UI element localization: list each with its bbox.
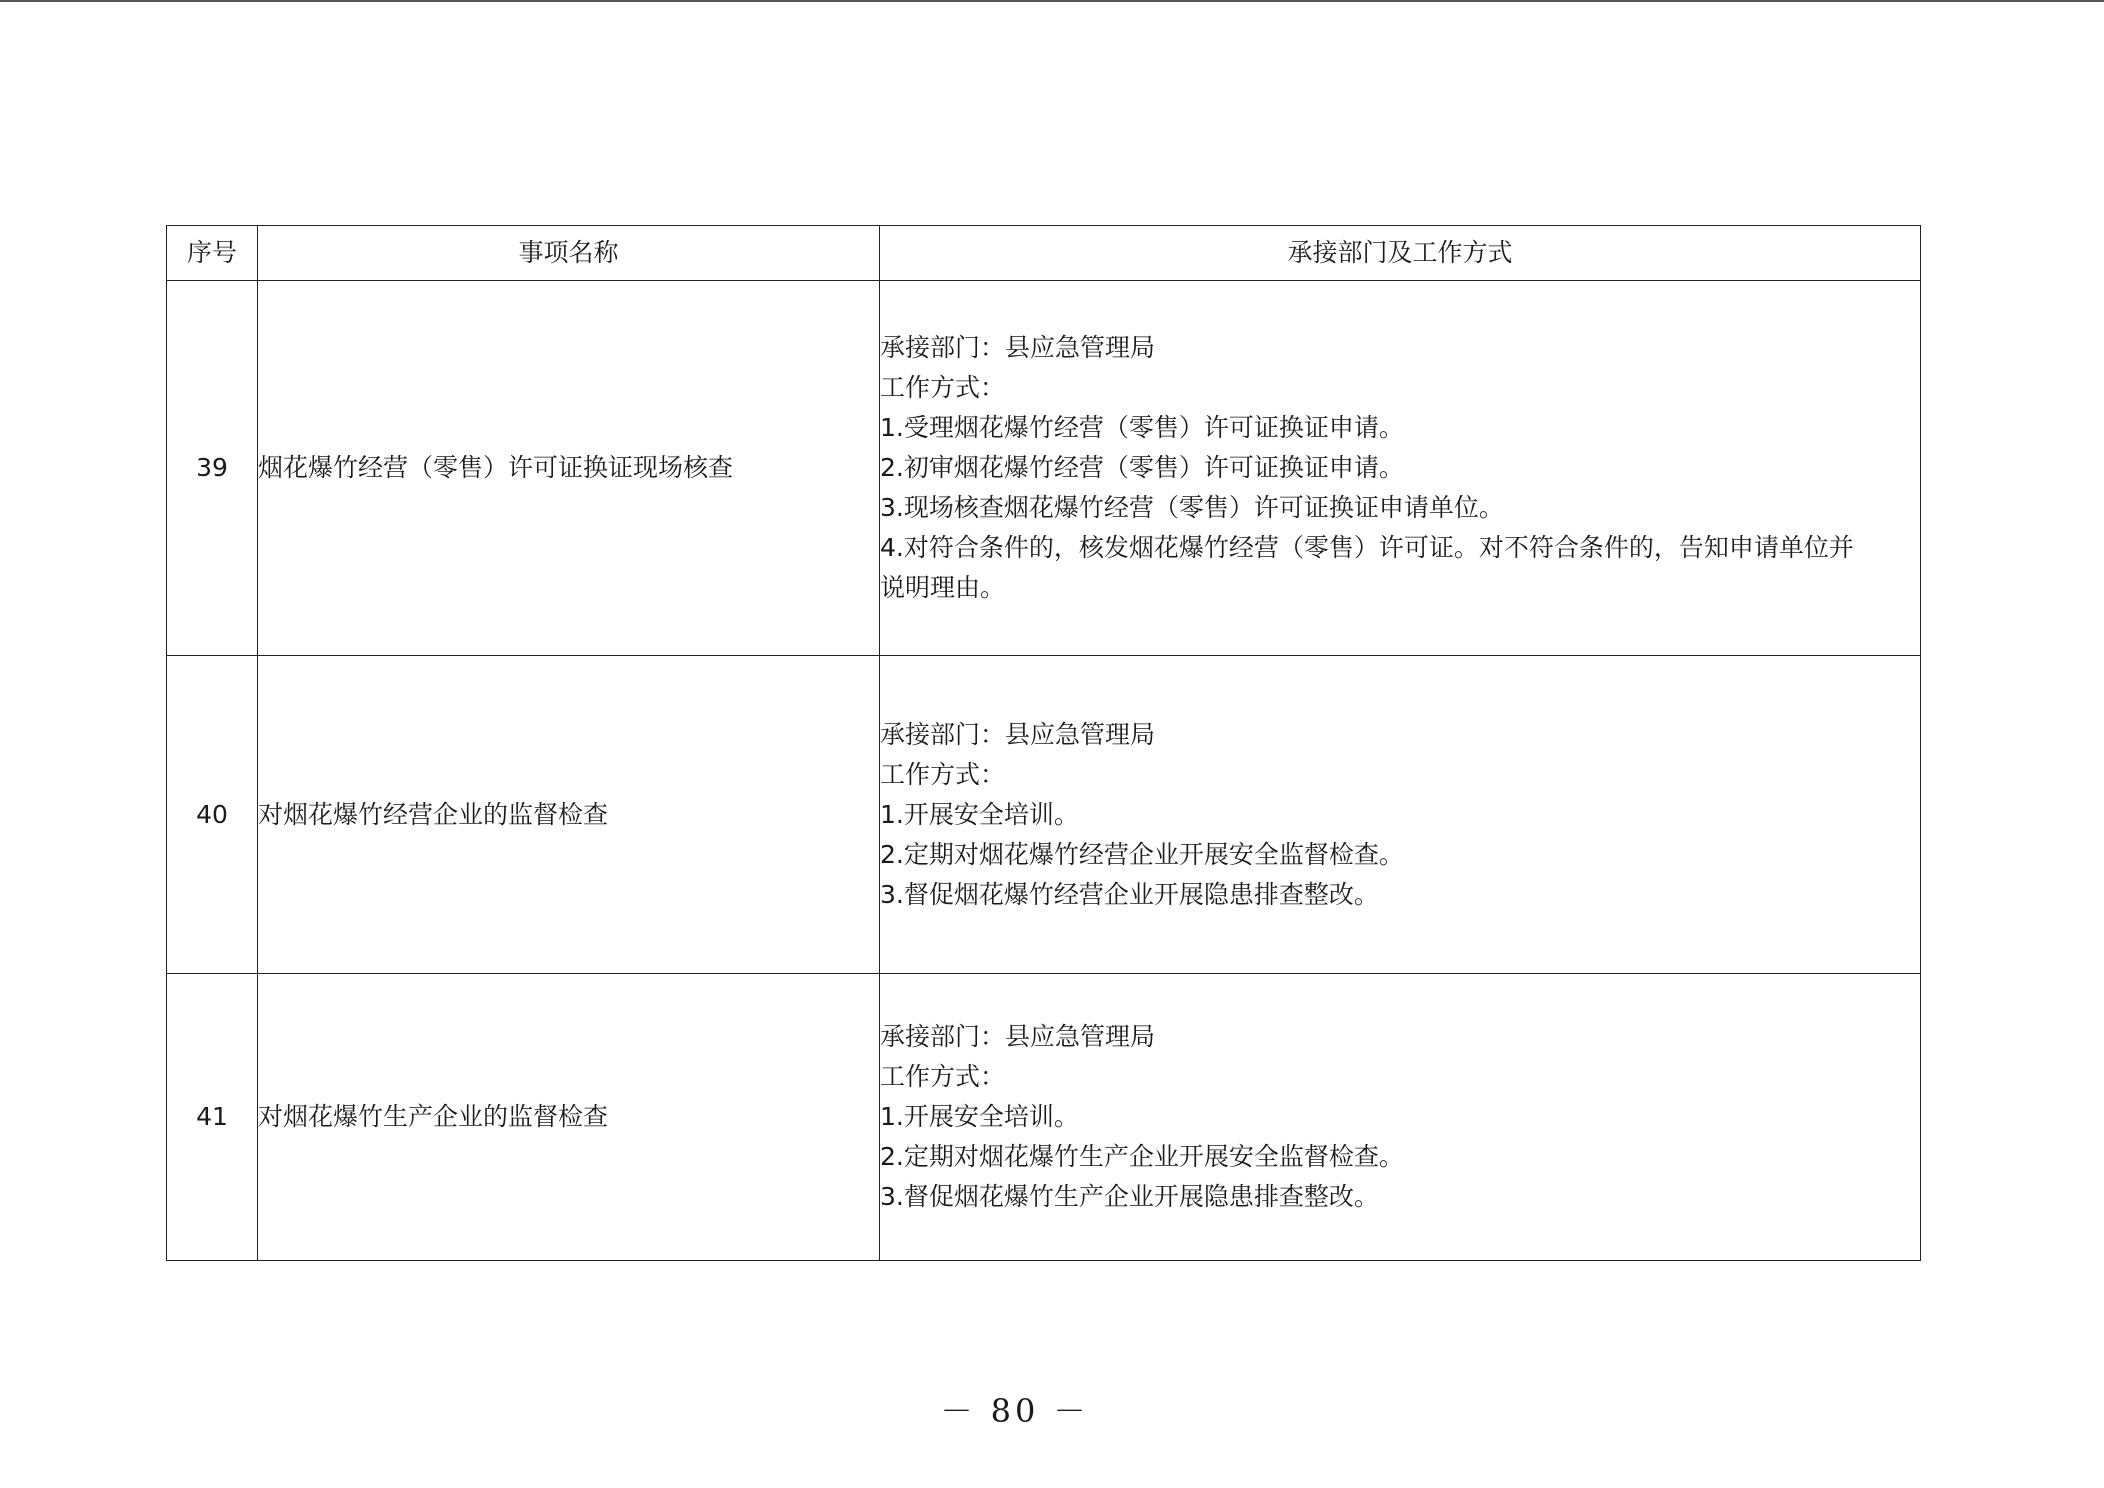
method-line: 1.开展安全培训。 bbox=[880, 1102, 1079, 1131]
method-line: 4.对符合条件的，核发烟花爆竹经营（零售）许可证。对不符合条件的，告知申请单位并 bbox=[880, 533, 1854, 562]
table-row bbox=[167, 656, 1921, 974]
method-line: 2.定期对烟花爆竹经营企业开展安全监督检查。 bbox=[880, 839, 1404, 869]
top-border-line bbox=[0, 0, 2104, 2]
header-seq: 序号 bbox=[167, 226, 258, 281]
method-line: 3.现场核查烟花爆竹经营（零售）许可证换证申请单位。 bbox=[880, 493, 1504, 522]
row-seq: 39 bbox=[167, 281, 258, 656]
method-line: 承接部门：县应急管理局 bbox=[880, 719, 1156, 749]
table-row bbox=[167, 281, 1921, 656]
row-method bbox=[880, 656, 1921, 974]
method-line: 说明理由。 bbox=[880, 573, 1006, 602]
method-line: 1.受理烟花爆竹经营（零售）许可证换证申请。 bbox=[880, 413, 1404, 442]
method-line: 1.开展安全培训。 bbox=[880, 799, 1079, 829]
row-name: 对烟花爆竹生产企业的监督检查 bbox=[258, 974, 880, 1261]
row-method bbox=[880, 281, 1921, 656]
method-line: 工作方式： bbox=[880, 1062, 1006, 1091]
table-row bbox=[167, 974, 1921, 1261]
page-number: － 80 － bbox=[940, 1392, 1090, 1430]
method-line: 工作方式： bbox=[880, 759, 1006, 789]
row-name: 对烟花爆竹经营企业的监督检查 bbox=[258, 656, 880, 974]
header-name: 事项名称 bbox=[258, 226, 880, 281]
row-seq: 40 bbox=[167, 656, 258, 974]
table-header-row bbox=[167, 226, 1921, 281]
row-seq: 41 bbox=[167, 974, 258, 1261]
method-line: 2.初审烟花爆竹经营（零售）许可证换证申请。 bbox=[880, 453, 1404, 482]
header-method: 承接部门及工作方式 bbox=[880, 226, 1921, 281]
method-line: 承接部门：县应急管理局 bbox=[880, 333, 1156, 362]
method-line: 3.督促烟花爆竹生产企业开展隐患排查整改。 bbox=[880, 1182, 1379, 1211]
method-line: 2.定期对烟花爆竹生产企业开展安全监督检查。 bbox=[880, 1142, 1404, 1171]
matters-table-container bbox=[166, 225, 1920, 1261]
method-line: 承接部门：县应急管理局 bbox=[880, 1022, 1156, 1051]
method-line: 3.督促烟花爆竹经营企业开展隐患排查整改。 bbox=[880, 879, 1379, 909]
matters-table bbox=[166, 225, 1921, 1261]
method-line: 工作方式： bbox=[880, 373, 1006, 402]
row-method bbox=[880, 974, 1921, 1261]
row-name: 烟花爆竹经营（零售）许可证换证现场核查 bbox=[258, 281, 880, 656]
